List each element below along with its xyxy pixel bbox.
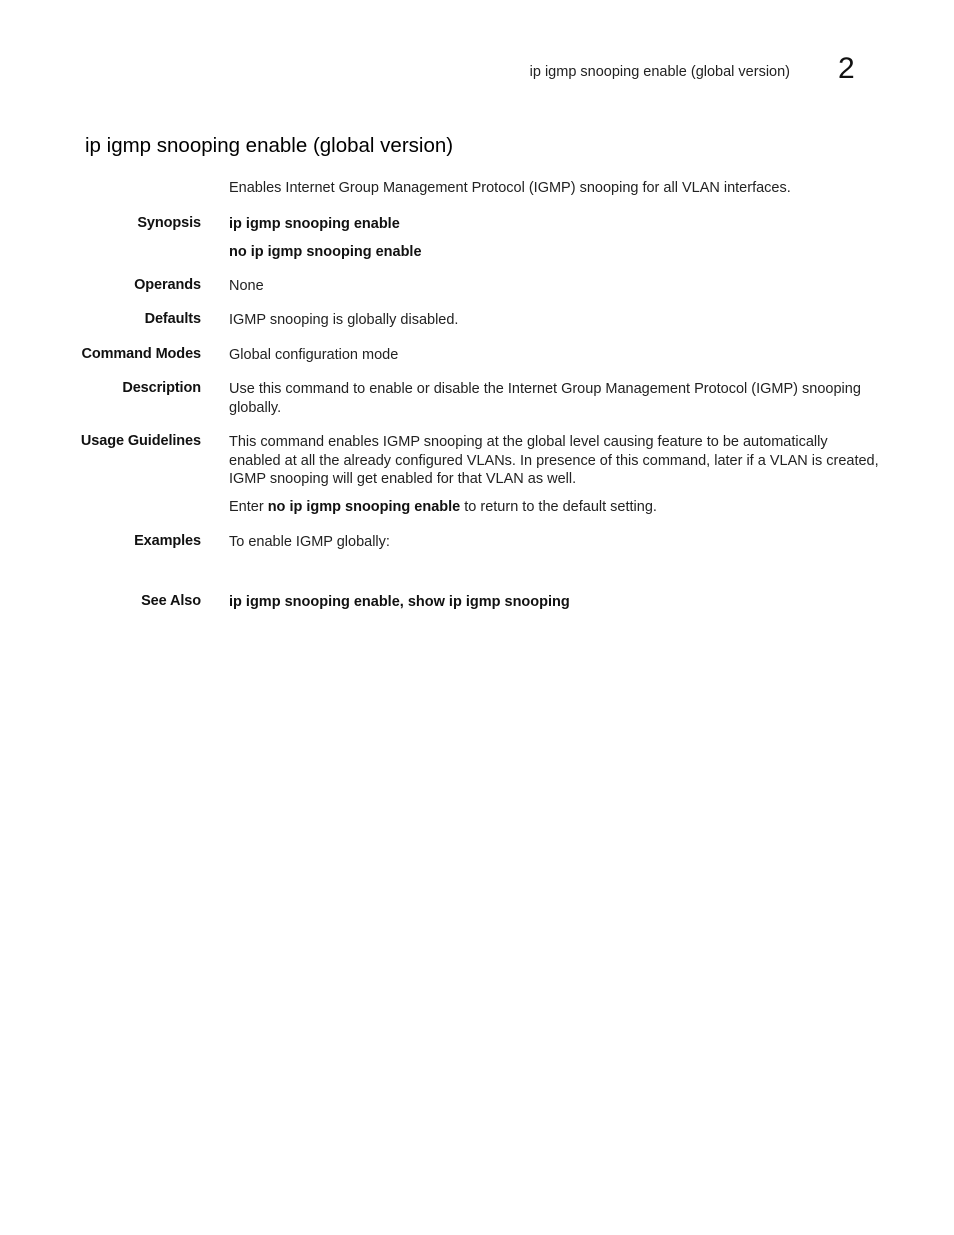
see-also-label: See Also <box>141 593 201 609</box>
usage-guidelines-body <box>229 433 879 517</box>
synopsis-command: ip igmp snooping enable <box>229 216 400 232</box>
examples-text: To enable IGMP globally: <box>229 534 390 550</box>
operands-label: Operands <box>134 277 201 293</box>
operands-text: None <box>229 278 264 294</box>
defaults-label: Defaults <box>144 311 201 327</box>
enter-prefix: Enter <box>229 499 264 515</box>
page-title: ip igmp snooping enable (global version) <box>85 134 454 157</box>
command-modes-text: Global configuration mode <box>229 347 399 363</box>
enter-command: no ip igmp snooping enable <box>267 499 461 515</box>
defaults-text: IGMP snooping is globally disabled. <box>229 312 459 328</box>
usage-guidelines-enter-note <box>229 498 879 517</box>
synopsis-no-command: no ip igmp snooping enable <box>229 244 422 260</box>
see-also-links[interactable]: ip igmp snooping enable, show ip igmp snooping <box>229 594 570 610</box>
enter-suffix: to return to the default setting. <box>464 499 657 515</box>
command-modes-label: Command Modes <box>81 346 201 362</box>
synopsis-body <box>229 215 879 262</box>
intro-text: Enables Internet Group Management Protocol (IGMP) snooping for all VLAN interfaces. <box>229 180 791 196</box>
examples-label: Examples <box>134 533 201 549</box>
chapter-number: 2 <box>838 52 855 85</box>
description-text: Use this command to enable or disable the Internet Group Management Protocol (IGMP) snooping globally. <box>229 381 861 416</box>
usage-guidelines-label: Usage Guidelines <box>80 433 201 449</box>
usage-guidelines-text: This command enables IGMP snooping at the global level causing feature to be automatically enabled at all the already configured VLANs. In presence of this command, later if a VLAN is created, IGMP snooping will get enabled for that VLAN as well. <box>229 434 879 487</box>
description-label: Description <box>122 380 201 396</box>
synopsis-label: Synopsis <box>137 215 201 231</box>
running-header-title: ip igmp snooping enable (global version) <box>529 64 790 80</box>
